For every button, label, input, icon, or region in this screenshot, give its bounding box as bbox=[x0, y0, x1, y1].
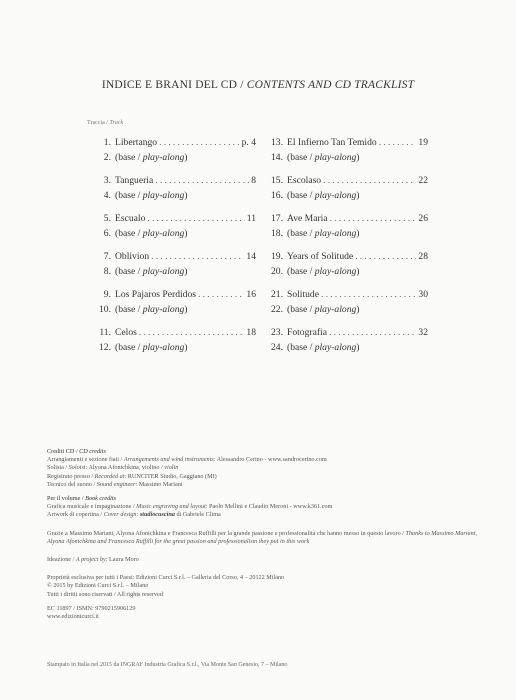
catalog-block bbox=[47, 605, 487, 621]
copyright-line: © 2015 by Edizioni Curci S.r.l. – Milano bbox=[47, 582, 149, 590]
track-title: (base / play-along) bbox=[115, 228, 188, 239]
track-number: 9. bbox=[103, 289, 111, 300]
ownership-line: Proprietà esclusiva per tutti i Paesi: Edizioni Curci S.r.l. – Galleria del Corso, 4 – 20122 Milano bbox=[47, 574, 285, 582]
track-row-playalong bbox=[258, 226, 428, 241]
track-title: (base / play-along) bbox=[287, 304, 360, 315]
track-title: Solitude bbox=[287, 289, 319, 300]
leader-dots bbox=[155, 173, 249, 188]
track-number: 22. bbox=[271, 304, 283, 315]
track-number: 3. bbox=[103, 175, 111, 186]
track-title: Celos bbox=[115, 327, 137, 338]
tracklist-right-column bbox=[258, 135, 428, 355]
cd-credits bbox=[47, 448, 487, 489]
track-title: Tangueria bbox=[115, 175, 154, 186]
track-row-playalong bbox=[86, 264, 256, 279]
track-row-playalong bbox=[258, 264, 428, 279]
track-title: (base / play-along) bbox=[287, 152, 360, 163]
track-row bbox=[86, 249, 256, 264]
leader-dots bbox=[323, 173, 416, 188]
title-plain: INDICE E BRANI DEL CD / bbox=[101, 79, 247, 91]
track-number: 17. bbox=[271, 213, 283, 224]
track-title: (base / play-along) bbox=[115, 266, 188, 277]
track-title: (base / play-along) bbox=[115, 190, 188, 201]
page-number: 14 bbox=[246, 251, 256, 262]
track-number: 19. bbox=[271, 251, 283, 262]
track-number: 10. bbox=[99, 304, 111, 315]
track-row bbox=[258, 325, 428, 340]
track-number: 8. bbox=[103, 266, 111, 277]
track-row-playalong bbox=[258, 150, 428, 165]
track-number: 13. bbox=[271, 137, 283, 148]
tracklist-left-column bbox=[86, 135, 256, 355]
page-number: 16 bbox=[246, 289, 256, 300]
track-row-playalong bbox=[258, 340, 428, 355]
page-number: 32 bbox=[418, 327, 428, 338]
track-number: 15. bbox=[271, 175, 283, 186]
page-number: 19 bbox=[418, 137, 428, 148]
leader-dots bbox=[355, 249, 416, 264]
page-number: 22 bbox=[418, 175, 428, 186]
leader-dots bbox=[139, 325, 245, 340]
track-column-label bbox=[87, 120, 123, 126]
track-row bbox=[258, 249, 428, 264]
track-number: 12. bbox=[99, 342, 111, 353]
title-italic: CONTENTS AND CD TRACKLIST bbox=[246, 79, 415, 91]
rights-line: Tutti i diritti sono riservati / All rights reserved bbox=[47, 590, 163, 598]
leader-dots bbox=[151, 249, 244, 264]
engraving-credit: Grafica musicale e impaginazione / Music engraving and layout: Paolo Mellini e Claudio Meroni - www.k361.com bbox=[47, 503, 333, 511]
track-title: Fotografia bbox=[287, 327, 327, 338]
leader-dots bbox=[159, 135, 240, 150]
page-number: 8 bbox=[251, 175, 256, 186]
page-number: 26 bbox=[418, 213, 428, 224]
cd-credits-heading: Crediti CD / CD credits bbox=[47, 448, 106, 455]
project-credit: Ideazione / A project by: Laura Moro bbox=[47, 556, 139, 564]
track-row-playalong bbox=[86, 188, 256, 203]
track-title: (base / play-along) bbox=[115, 152, 188, 163]
leader-dots bbox=[379, 135, 417, 150]
track-title: Oblivion bbox=[115, 251, 150, 262]
track-title: (base / play-along) bbox=[287, 190, 360, 201]
track-label-italic: Track bbox=[109, 120, 124, 126]
cover-credit: Artwork di copertina / Cover design: studiocuscina di Gabriele Clima bbox=[47, 511, 221, 519]
recorded-at-credit: Registrato presso / Recorded at: RUNCITER Studio, Gaggiano (MI) bbox=[47, 472, 217, 480]
track-number: 11. bbox=[99, 327, 111, 338]
leader-dots bbox=[321, 287, 416, 302]
copyright-block bbox=[47, 574, 487, 599]
track-title: Years of Solitude bbox=[287, 251, 354, 262]
page-number: 28 bbox=[418, 251, 428, 262]
page-number: 30 bbox=[418, 289, 428, 300]
track-row bbox=[258, 287, 428, 302]
track-number: 14. bbox=[271, 152, 283, 163]
arrangements-credit: Arrangiamenti e sezione fiati / Arrangements and wind instruments: Alessandro Cerino - www.sandrocerino.com bbox=[47, 456, 327, 464]
track-title: (base / play-along) bbox=[115, 304, 188, 315]
track-number: 21. bbox=[271, 289, 283, 300]
track-row-playalong bbox=[86, 340, 256, 355]
track-number: 20. bbox=[271, 266, 283, 277]
book-credits-heading: Per il volume / Book credits bbox=[47, 495, 117, 503]
track-row bbox=[258, 211, 428, 226]
track-number: 23. bbox=[271, 327, 283, 338]
track-row bbox=[86, 173, 256, 188]
track-number: 4. bbox=[103, 190, 111, 201]
page-number: p. 4 bbox=[241, 137, 256, 148]
website-line: www.edizionicurci.it bbox=[47, 613, 99, 621]
track-row-playalong bbox=[86, 226, 256, 241]
track-row bbox=[258, 173, 428, 188]
track-title: (base / play-along) bbox=[115, 342, 188, 353]
page-number: 18 bbox=[246, 327, 256, 338]
page-title bbox=[0, 79, 516, 91]
book-credits bbox=[47, 495, 487, 520]
track-number: 7. bbox=[103, 251, 111, 262]
track-number: 2. bbox=[103, 152, 111, 163]
track-title: (base / play-along) bbox=[287, 228, 360, 239]
track-title: Escualo bbox=[115, 213, 146, 224]
track-label-plain: Traccia / bbox=[87, 120, 110, 126]
ismn-line: EC 11897 / ISMN: 9790215906129 bbox=[47, 604, 136, 612]
leader-dots bbox=[198, 287, 244, 302]
track-number: 24. bbox=[271, 342, 283, 353]
track-row bbox=[258, 135, 428, 150]
soloist-credit: Solista / Soloist: Alyona Afonichkina, violino / violin bbox=[47, 464, 179, 472]
track-row-playalong bbox=[86, 150, 256, 165]
track-number: 16. bbox=[271, 190, 283, 201]
track-number: 5. bbox=[103, 213, 111, 224]
track-row bbox=[86, 211, 256, 226]
track-row-playalong bbox=[86, 302, 256, 317]
leader-dots bbox=[330, 211, 417, 226]
track-row bbox=[86, 135, 256, 150]
thanks-note: Grazie a Massimo Mariani, Alyona Afonichkina e Francesca Ruffilli per la grande passione e professionalità che hanno messo in questo lavoro / Thanks to Massimo Mariani, Alyona Afonichkina and Francesca Ruffilli for the great passion and professionalism they put in this work bbox=[47, 529, 478, 545]
track-row bbox=[86, 325, 256, 340]
track-number: 6. bbox=[103, 228, 111, 239]
studio-logo: studiocuscina bbox=[139, 511, 175, 519]
track-title: Ave Maria bbox=[287, 213, 328, 224]
track-title: (base / play-along) bbox=[287, 266, 360, 277]
track-number: 18. bbox=[271, 228, 283, 239]
track-number: 1. bbox=[103, 137, 111, 148]
track-row-playalong bbox=[258, 188, 428, 203]
track-title: Escolaso bbox=[287, 175, 322, 186]
track-title: Los Pajaros Perdidos bbox=[115, 289, 197, 300]
leader-dots bbox=[147, 211, 244, 226]
track-row bbox=[86, 287, 256, 302]
track-title: (base / play-along) bbox=[287, 342, 360, 353]
track-row-playalong bbox=[258, 302, 428, 317]
track-title: El Infierno Tan Temido bbox=[287, 137, 377, 148]
printed-in-line: Stampato in Italia nel 2015 da INGRAF Industria Grafica S.r.l., Via Monte San Genesio, 7 – Milano bbox=[47, 662, 288, 668]
page-number: 11 bbox=[246, 213, 256, 224]
sound-engineer-credit: Tecnico del suono / Sound engineer: Massimo Mariani bbox=[47, 480, 183, 488]
track-title: Libertango bbox=[115, 137, 158, 148]
leader-dots bbox=[329, 325, 416, 340]
credits-section bbox=[47, 448, 487, 627]
